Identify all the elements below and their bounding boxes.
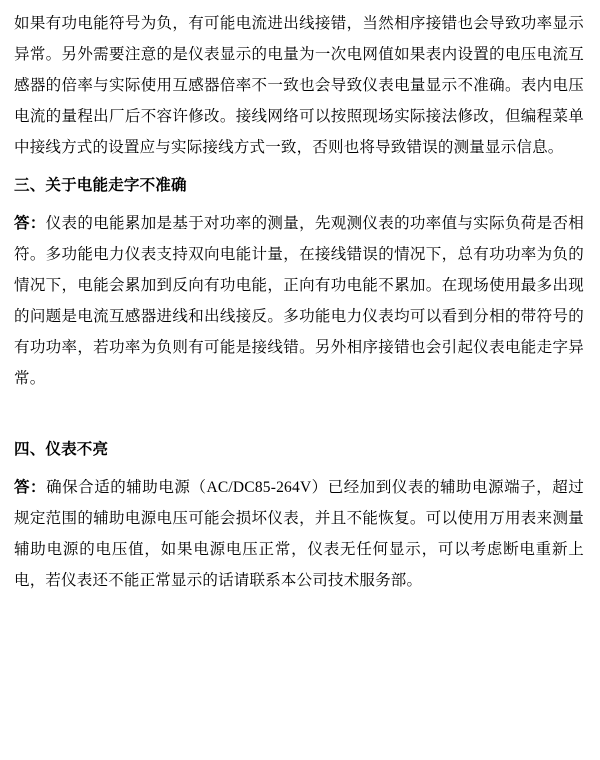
answer-body-three: 仪表的电能累加是基于对功率的测量，先观测仪表的功率值与实际负荷是否相符。多功能电力仪表支持双向电能计量，在接线错误的情况下，总有功功率为负的情况下，电能会累加到反向有功电能，正向有功电能不累加。在现场使用最多出现的问题是电流互感器进线和出线接反。多功能电力仪表均可以看到分相的带符号的有功功率，若功率为负则有可能是接线错。另外相序接错也会引起仪表电能走字异常。 [14,215,584,387]
answer-lead-three: 答： [14,215,46,232]
spacer [14,394,584,434]
heading-question-three: 三、关于电能走字不准确 [14,177,187,194]
answer-question-three [14,208,584,394]
paragraph-power-display-abnormal: 如果有功电能符号为负，有可能电流进出线接错，当然相序接错也会导致功率显示异常。另外需要注意的是仪表显示的电量为一次电网值如果表内设置的电压电流互感器的倍率与实际使用互感器倍率不一致也会导致仪表电量显示不准确。表内电压电流的量程出厂后不容许修改。接线网络可以按照现场实际接法修改，但编程菜单中接线方式的设置应与实际接线方式一致，否则也将导致错误的测量显示信息。 [14,15,584,156]
answer-body-four: 确保合适的辅助电源（AC/DC85-264V）已经加到仪表的辅助电源端子，超过规定范围的辅助电源电压可能会损坏仪表，并且不能恢复。可以使用万用表来测量辅助电源的电压值，如果电源电压正常，仪表无任何显示，可以考虑断电重新上电，若仪表还不能正常显示的话请联系本公司技术服务部。 [14,479,584,589]
answer-lead-four: 答： [14,479,47,496]
heading-question-four: 四、仪表不亮 [14,441,109,458]
spacer [14,201,584,208]
answer-question-four [14,472,584,596]
spacer [14,465,584,472]
spacer [14,163,584,170]
